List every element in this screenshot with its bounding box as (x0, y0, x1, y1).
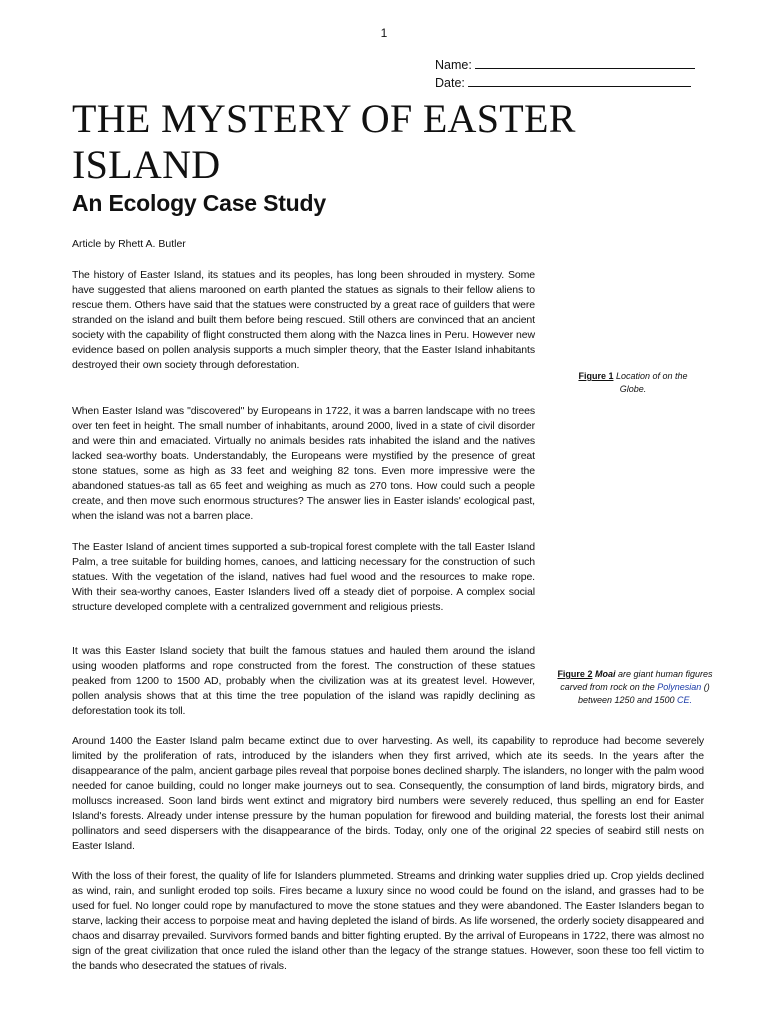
figure-2-caption (552, 668, 718, 707)
date-row (435, 74, 695, 92)
page-number: 1 (380, 26, 388, 40)
paragraph-6: With the loss of their forest, the quality of life for Islanders plummeted. Streams and drinking water supplies dried up. Crop yields declined as wind, rain, and sunlight eroded top soils. Fires became a luxury since no wood could be found on the island, and grasses had to be used for fuel. No longer could rope by manufactured to move the stone statues and they were abandoned. The Easter Islanders began to starve, lacking their access to porpoise meat and having depleted the island of birds. As life worsened, the orderly society disappeared and chaos and disarray prevailed. Survivors formed bands and bitter fighting erupted. By the arrival of Europeans in 1722, there was almost no sign of the great civilization that once ruled the island other than the legacy of the strange statues. However, soon these too fell victim to the bands who desecrated the statues of rivals. (72, 870, 704, 972)
name-label: Name: (435, 58, 472, 72)
paragraph-4: It was this Easter Island society that built the famous statues and hauled them around the island using wooden platforms and rope constructed from the forest. The construction of these statues peaked from 1200 to 1500 AD, probably when the civilization was at its greatest level. However, pollen analysis shows that at this time the tree population of the island was rapidly declining as deforestation took its toll. (72, 645, 535, 717)
figure-1-label: Figure 1 (578, 371, 614, 381)
figure-2-term: Moai (594, 669, 616, 679)
paragraph-3: The Easter Island of ancient times supported a sub-tropical forest complete with the tall Easter Island Palm, a tree suitable for building homes, canoes, and latticing necessary for the construction of such statues. With the vegetation of the island, natives had fuel wood and the resources to make rope. With their sea-worthy canoes, Easter Islanders lived off a steady diet of porpoise. A complex social structure developed complete with a centralized government and religious priests. (72, 541, 535, 613)
name-row (435, 56, 695, 74)
date-blank-line (468, 74, 691, 87)
paragraph-5: Around 1400 the Easter Island palm became extinct due to over harvesting. As well, its capability to reproduce had become severely limited by the proliferation of rats, introduced by the islanders when they first arrived, which ate its seeds. In the years after the disappearance of the palm, ancient garbage piles reveal that porpoise bones declined sharply. The islanders, no longer with the palm wood needed for canoe building, could no longer make journeys out to sea. Consequently, the consumption of land birds, migratory birds, and molluscs increased. Soon land birds went extinct and migratory bird numbers were severely reduced, thus spelling an end for Easter Island's forests. Already under intense pressure by the human population for firewood and building material, the forests lost their animal pollinators and seed dispersers with the disappearance of the birds. Today, only one of the original 22 species of seabird still nests on Easter Island. (72, 735, 704, 852)
name-date-block (435, 56, 695, 92)
figure-2-text-a: are giant human figures carved from rock on the (560, 669, 713, 692)
figure-1-text: Location of on the Globe. (615, 371, 688, 394)
paragraph-1: The history of Easter Island, its statues and its peoples, has long been shrouded in mystery. Some have suggested that aliens marooned on earth planted the statues as signals to their fellow aliens to rescue them. Others have said that the statues were constructed by a great race of guilders that were stranded on the island and built them before being rescued. Still others are convinced that an ancient society with the capability of flight constructed them along with the Nazca lines in Peru. However new evidence based on pollen analysis supports a much simpler theory, that the Easter Island inhabitants destroyed their own society through deforestation. (72, 269, 535, 371)
figure-2-label: Figure 2 (557, 669, 593, 679)
byline: Article by Rhett A. Butler (72, 238, 186, 250)
document-subtitle: An Ecology Case Study (72, 190, 326, 216)
document-title: THE MYSTERY OF EASTER ISLAND (72, 96, 576, 187)
date-label: Date: (435, 76, 465, 90)
ce-link[interactable]: CE. (677, 695, 693, 705)
figure-2-text-b: () between 1250 and 1500 (577, 682, 710, 705)
polynesian-link[interactable]: Polynesian (657, 682, 702, 692)
figure-1-caption (578, 370, 688, 396)
name-blank-line (475, 56, 695, 69)
paragraph-2: When Easter Island was "discovered" by Europeans in 1722, it was a barren landscape with no trees over ten feet in height. The small number of inhabitants, around 2000, lived in a state of civil disorder and were thin and emaciated. Virtually no animals besides rats inhabited the island and the natives lacked sea-worthy boats. Understandably, the Europeans were mystified by the presence of great stone statues, some as high as 33 feet and weighing 82 tons. Even more impressive were the abandoned statues-as tall as 65 feet and weighing as much as 270 tons. How could such a people create, and then move such enormous structures? The answer lies in Easter islands' ecological past, when the island was not a barren place. (72, 405, 535, 522)
